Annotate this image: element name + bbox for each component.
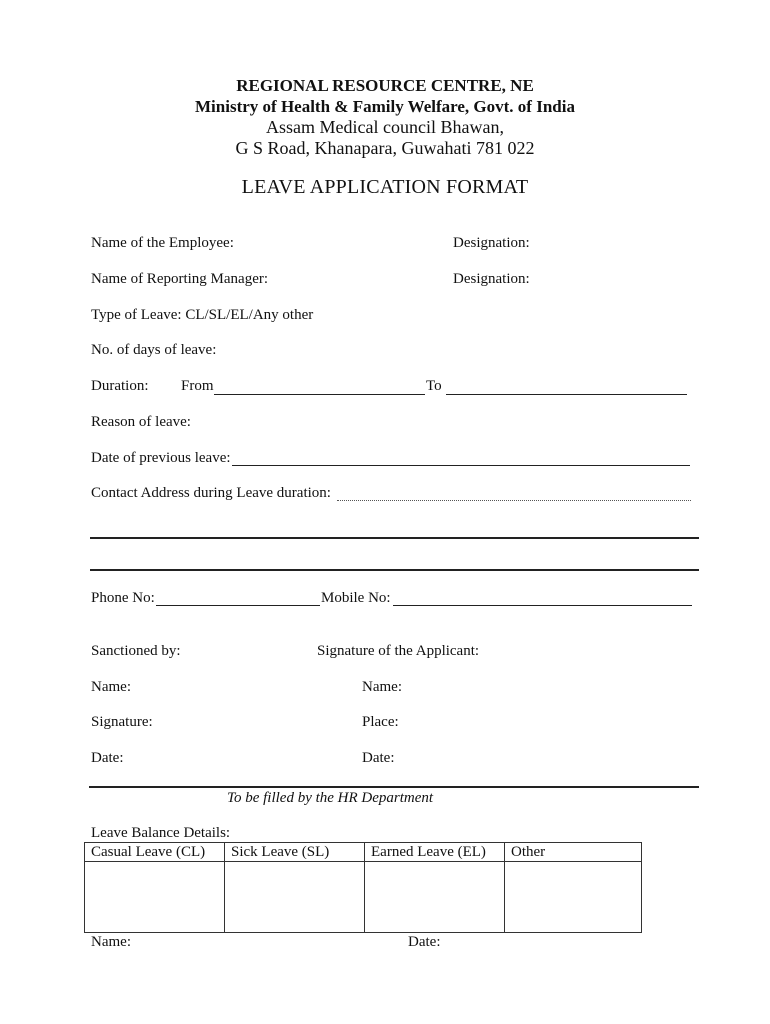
leave-type-label: Type of Leave: CL/SL/EL/Any other — [91, 307, 314, 323]
days-label: No. of days of leave: — [91, 342, 217, 358]
previous-leave-field[interactable] — [232, 465, 690, 466]
employee-name-label: Name of the Employee: — [91, 235, 234, 251]
hr-date-label: Date: — [408, 934, 441, 950]
ministry-name: Ministry of Health & Family Welfare, Govt. of India — [195, 97, 575, 116]
manager-designation-label: Designation: — [453, 271, 530, 287]
casual-leave-cell[interactable] — [85, 862, 225, 933]
leave-balance-table — [84, 842, 642, 933]
manager-name-label: Name of Reporting Manager: — [91, 271, 269, 287]
phone-label: Phone No: — [91, 590, 155, 606]
contact-address-label: Contact Address during Leave duration: — [91, 485, 331, 501]
employee-designation-label: Designation: — [453, 235, 530, 251]
phone-field[interactable] — [156, 605, 320, 606]
column-earned-leave: Earned Leave (EL) — [365, 843, 505, 862]
to-date-field[interactable] — [446, 394, 687, 395]
address-line-1[interactable] — [90, 537, 699, 539]
sanctioner-name-label: Name: — [91, 679, 131, 695]
hr-name-label: Name: — [91, 934, 131, 950]
reason-label: Reason of leave: — [91, 414, 191, 430]
contact-address-field[interactable] — [337, 500, 691, 501]
mobile-label: Mobile No: — [321, 590, 391, 606]
applicant-place-label: Place: — [362, 714, 399, 730]
address: G S Road, Khanapara, Guwahati 781 022 — [235, 138, 535, 158]
applicant-date-label: Date: — [362, 750, 395, 766]
org-name: REGIONAL RESOURCE CENTRE, NE — [236, 76, 534, 95]
sick-leave-cell[interactable] — [225, 862, 365, 933]
column-casual-leave: Casual Leave (CL) — [85, 843, 225, 862]
to-label: To — [426, 378, 442, 394]
previous-leave-label: Date of previous leave: — [91, 450, 231, 466]
mobile-field[interactable] — [393, 605, 692, 606]
from-date-field[interactable] — [214, 394, 425, 395]
applicant-signature-label: Signature of the Applicant: — [317, 643, 480, 659]
column-other: Other — [505, 843, 642, 862]
sanctioner-signature-label: Signature: — [91, 714, 153, 730]
duration-label: Duration: — [91, 378, 149, 394]
from-label: From — [181, 378, 214, 394]
table-header-row — [85, 843, 642, 862]
applicant-name-label: Name: — [362, 679, 402, 695]
building-name: Assam Medical council Bhawan, — [266, 117, 504, 137]
address-line-2[interactable] — [90, 569, 699, 571]
table-row — [85, 862, 642, 933]
hr-section-divider — [89, 786, 699, 788]
column-sick-leave: Sick Leave (SL) — [225, 843, 365, 862]
earned-leave-cell[interactable] — [365, 862, 505, 933]
leave-balance-label: Leave Balance Details: — [91, 825, 231, 841]
sanctioned-by-label: Sanctioned by: — [91, 643, 181, 659]
hr-note: To be filled by the HR Department — [227, 790, 434, 806]
page-title: LEAVE APPLICATION FORMAT — [241, 176, 529, 198]
sanctioner-date-label: Date: — [91, 750, 124, 766]
other-leave-cell[interactable] — [505, 862, 642, 933]
